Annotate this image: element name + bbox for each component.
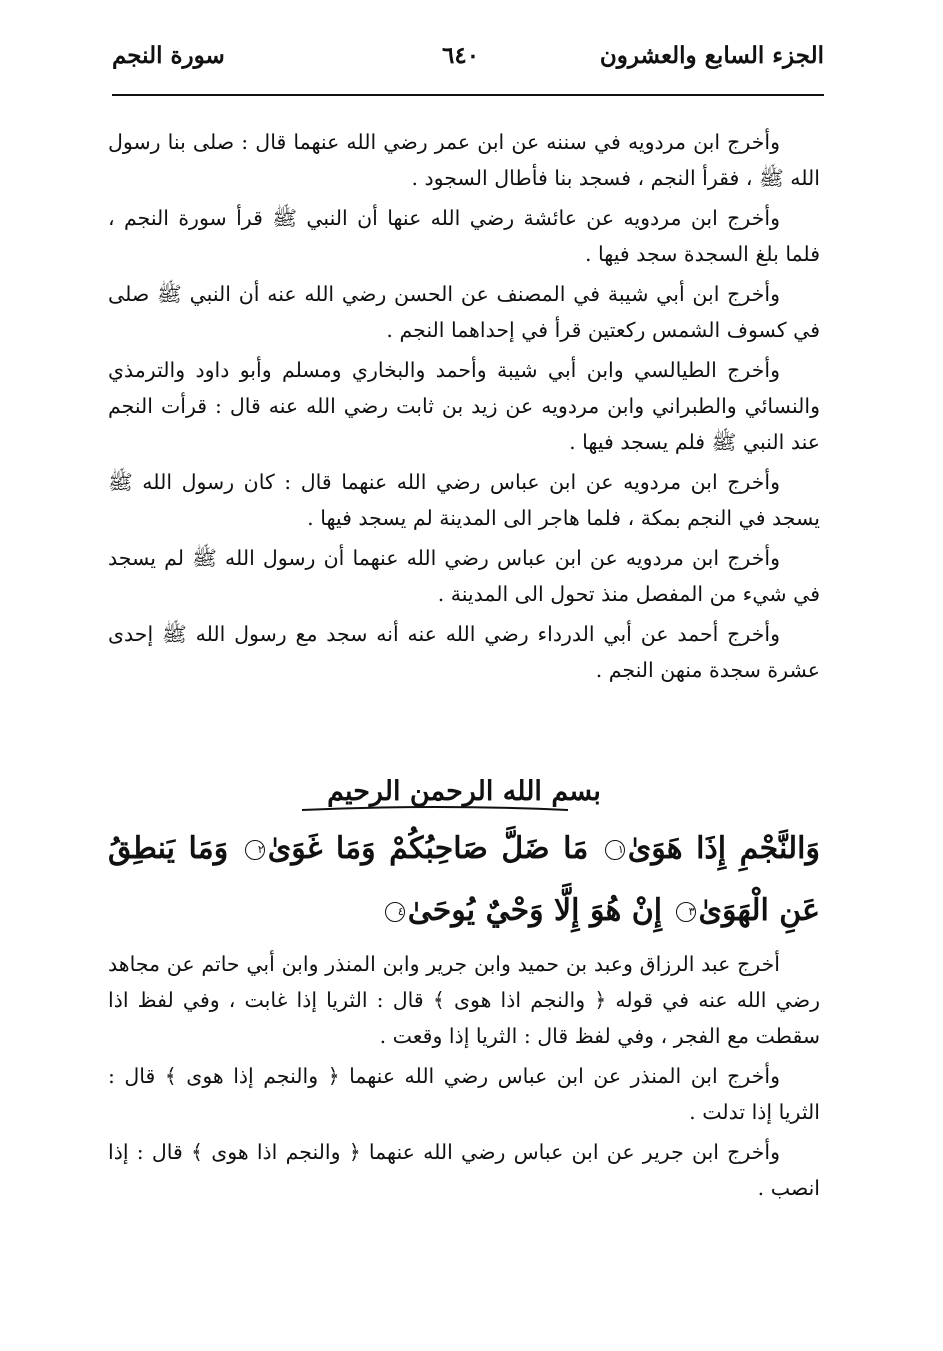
verse-text: مَا ضَلَّ صَاحِبُكُمْ وَمَا غَوَىٰ <box>267 831 589 866</box>
narration-paragraph: وأخرج الطيالسي وابن أبي شيبة وأحمد والبخاري ومسلم وأبو داود والترمذي والنسائي والطبراني وابن مردويه عن زيد بن ثابت رضي الله عنه قال : قرأت النجم عند النبي ﷺ فلم يسجد فيها . <box>108 358 820 454</box>
ayah-number-marker: ٣ <box>676 902 696 922</box>
narrations-top <box>108 124 820 692</box>
narration-paragraph: وأخرج ابن جرير عن ابن عباس رضي الله عنهما ﴿ والنجم اذا هوى ﴾ قال : إذا انصب . <box>108 1140 820 1200</box>
verse-text: وَالنَّجْمِ إِذَا هَوَىٰ <box>627 831 820 866</box>
narration-paragraph: أخرج عبد الرزاق وعبد بن حميد وابن جرير وابن المنذر وابن أبي حاتم عن مجاهد رضي الله عنه في قوله ﴿ والنجم اذا هوى ﴾ قال : الثريا إذا غابت ، وفي لفظ اذا سقطت مع الفجر ، وفي لفظ قال : الثريا إذا وقعت . <box>108 952 820 1048</box>
basmala-flourish <box>300 802 570 814</box>
basmala: بسم الله الرحمن الرحيم <box>327 776 601 807</box>
narration-paragraph: وأخرج ابن أبي شيبة في المصنف عن الحسن رضي الله عنه أن النبي ﷺ صلى في كسوف الشمس ركعتين قرأ في إحداهما النجم . <box>108 282 820 342</box>
page-number: ٦٤٠ <box>442 42 480 69</box>
surah-name: سورة النجم <box>112 42 225 69</box>
ayah-number-marker: ٢ <box>245 840 265 860</box>
narrations-bottom <box>108 946 820 1210</box>
verse-text: إِنْ هُوَ إِلَّا وَحْيٌ يُوحَىٰ <box>407 893 663 928</box>
narration-paragraph: وأخرج ابن مردويه عن ابن عباس رضي الله عنهما أن رسول الله ﷺ لم يسجد في شيء من المفصل منذ تحول الى المدينة . <box>108 546 820 606</box>
quran-verses <box>108 818 820 942</box>
narration-paragraph: وأخرج أحمد عن أبي الدرداء رضي الله عنه أنه سجد مع رسول الله ﷺ إحدى عشرة سجدة منهن النجم . <box>108 622 820 682</box>
verse-text: وَمَا يَنطِقُ عَنِ الْهَوَىٰ <box>108 831 820 928</box>
running-title: الجزء السابع والعشرون <box>599 42 824 69</box>
page-header <box>112 36 824 86</box>
narration-paragraph: وأخرج ابن مردويه في سننه عن ابن عمر رضي الله عنهما قال : صلى بنا رسول الله ﷺ ، فقرأ النجم ، فسجد بنا فأطال السجود . <box>108 130 820 190</box>
narration-paragraph: وأخرج ابن المنذر عن ابن عباس رضي الله عنهما ﴿ والنجم إذا هوى ﴾ قال : الثريا إذا تدلت . <box>108 1064 820 1124</box>
narration-paragraph: وأخرج ابن مردويه عن ابن عباس رضي الله عنهما قال : كان رسول الله ﷺ يسجد في النجم بمكة ، فلما هاجر الى المدينة لم يسجد فيها . <box>108 470 820 530</box>
ayah-number-marker: ٤ <box>385 902 405 922</box>
header-divider <box>112 94 824 96</box>
narration-paragraph: وأخرج ابن مردويه عن عائشة رضي الله عنها أن النبي ﷺ قرأ سورة النجم ، فلما بلغ السجدة سجد فيها . <box>108 206 820 266</box>
ayah-number-marker: ١ <box>605 840 625 860</box>
